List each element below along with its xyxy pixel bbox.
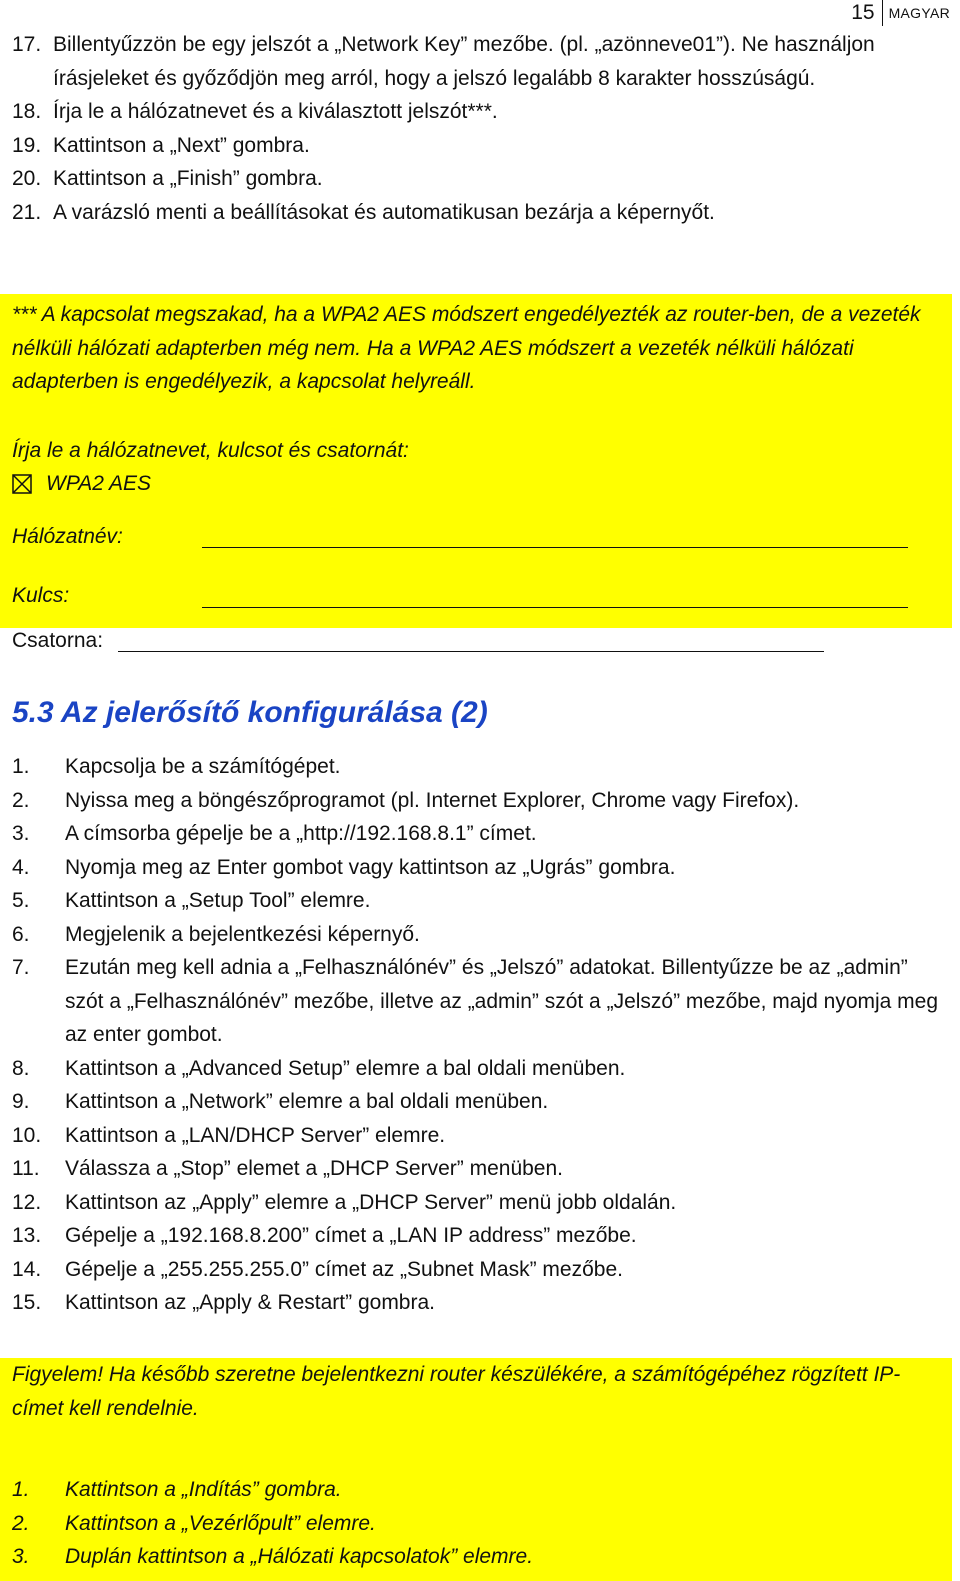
list-item — [12, 1085, 947, 1119]
step-number: 6. — [12, 922, 30, 946]
step-number: 3. — [12, 1545, 30, 1568]
step-number: 1. — [12, 1478, 30, 1501]
step-number: 4. — [12, 855, 30, 879]
key-blank — [202, 607, 908, 608]
list-item — [12, 1473, 942, 1507]
step-text: Duplán kattintson a „Hálózati kapcsolatok” elemre. — [65, 1545, 534, 1568]
step-number: 9. — [12, 1090, 30, 1113]
list-item — [12, 95, 947, 129]
step-number: 8. — [12, 1056, 30, 1080]
checkbox-label: WPA2 AES — [46, 472, 152, 495]
write-down-prompt: Írja le a hálózatnevet, kulcsot és csatornát: — [12, 439, 409, 462]
step-number: 7. — [12, 956, 30, 979]
step-text: Kattintson az „Apply” elemre a „DHCP Server” menü jobb oldalán. — [65, 1190, 677, 1214]
list-item — [12, 28, 947, 95]
network-name-blank — [202, 547, 908, 548]
list-item — [12, 1286, 947, 1320]
list-item — [12, 1052, 947, 1086]
list-item — [12, 750, 947, 784]
language-label: MAGYAR — [888, 5, 950, 21]
list-item — [12, 851, 947, 885]
step-text: Ezután meg kell adnia a „Felhasználónév” és „Jelszó” adatokat. Billentyűzze be az „admin” szót a „Felhasználónév” mezőbe, illetve az „admin” szót a „Jelszó” mezőbe, majd nyomja meg az enter gombot. — [65, 956, 939, 1046]
step-text: Kattintson a „Indítás” gombra. — [65, 1478, 342, 1501]
list-item — [12, 1119, 947, 1153]
key-label: Kulcs: — [12, 584, 70, 607]
step-number: 10. — [12, 1123, 42, 1147]
section-title: 5.3 Az jelerősítő konfigurálása (2) — [12, 696, 488, 729]
warning-step-list — [12, 1473, 942, 1574]
step-text: Nyomja meg az Enter gombot vagy kattintson az „Ugrás” gombra. — [65, 855, 676, 879]
step-text: Kattintson a „Network” elemre a bal oldali menüben. — [65, 1090, 549, 1113]
warning-box — [0, 1358, 952, 1581]
list-item — [12, 817, 947, 851]
step-text: A címsorba gépelje be a „http://192.168.8.1” címet. — [65, 822, 537, 845]
step-number: 18. — [12, 100, 42, 123]
step-number: 15. — [12, 1291, 42, 1314]
step-text: Gépelje a „192.168.8.200” címet a „LAN IP address” mezőbe. — [65, 1224, 637, 1247]
step-text: Kattintson a „Finish” gombra. — [53, 167, 323, 190]
page-number: 15 — [851, 0, 882, 26]
list-item — [12, 884, 947, 918]
page-header — [851, 0, 950, 26]
list-item — [12, 162, 947, 196]
list-item — [12, 918, 947, 952]
step-text: Billentyűzzön be egy jelszót a „Network Key” mezőbe. (pl. „azönneve01”). Ne használjon írásjeleket és győződjön meg arról, hogy a jelszó legalább 8 karakter hosszúságú. — [53, 33, 875, 90]
list-item — [12, 1507, 942, 1541]
checked-box-icon — [12, 474, 32, 494]
top-step-list — [12, 28, 947, 229]
step-number: 20. — [12, 167, 42, 190]
step-text: Kattintson a „Advanced Setup” elemre a bal oldali menüben. — [65, 1056, 626, 1080]
list-item — [12, 1540, 942, 1574]
channel-blank — [118, 651, 824, 652]
main-step-list — [12, 750, 947, 1320]
channel-label: Csatorna: — [12, 629, 104, 652]
step-number: 2. — [12, 788, 30, 812]
step-text: Kattintson a „Setup Tool” elemre. — [65, 889, 371, 912]
step-text: A varázsló menti a beállításokat és automatikusan bezárja a képernyőt. — [53, 200, 715, 224]
step-text: Kattintson a „LAN/DHCP Server” elemre. — [65, 1123, 446, 1147]
step-number: 2. — [12, 1511, 30, 1535]
step-text: Kapcsolja be a számítógépet. — [65, 755, 341, 778]
step-number: 14. — [12, 1257, 42, 1281]
step-number: 17. — [12, 33, 42, 56]
list-item — [12, 784, 947, 818]
list-item — [12, 951, 947, 1052]
list-item — [12, 129, 947, 163]
step-text: Írja le a hálózatnevet és a kiválasztott jelszót***. — [53, 100, 498, 123]
step-text: Gépelje a „255.255.255.0” címet az „Subnet Mask” mezőbe. — [65, 1257, 623, 1281]
step-text: Nyissa meg a böngészőprogramot (pl. Internet Explorer, Chrome vagy Firefox). — [65, 788, 800, 812]
step-number: 21. — [12, 200, 42, 224]
list-item — [12, 196, 947, 230]
step-text: Megjelenik a bejelentkezési képernyő. — [65, 922, 420, 946]
list-item — [12, 1152, 947, 1186]
step-text: Kattintson az „Apply & Restart” gombra. — [65, 1291, 435, 1314]
step-text: Válassza a „Stop” elemet a „DHCP Server” menüben. — [65, 1157, 563, 1180]
connection-note: *** A kapcsolat megszakad, ha a WPA2 AES módszert engedélyezték az router-ben, de a vezeték nélküli hálózati adapterben még nem. Ha a WPA2 AES módszert a vezeték nélküli hálózati adapterben is engedélyezik, a kapcsolat helyreáll. — [12, 303, 921, 393]
wpa2-option — [12, 467, 151, 501]
step-number: 5. — [12, 889, 30, 912]
step-number: 1. — [12, 755, 30, 778]
step-text: Kattintson a „Vezérlőpult” elemre. — [65, 1511, 376, 1535]
step-number: 12. — [12, 1190, 42, 1214]
step-number: 19. — [12, 133, 42, 157]
warning-note: Figyelem! Ha később szeretne bejelentkezni router készülékére, a számítógépéhez rögzített IP-címet kell rendelnie. — [12, 1363, 901, 1420]
step-number: 13. — [12, 1224, 42, 1247]
step-number: 11. — [12, 1157, 40, 1180]
list-item — [12, 1253, 947, 1287]
step-number: 3. — [12, 822, 30, 845]
network-name-label: Hálózatnév: — [12, 525, 123, 548]
list-item — [12, 1186, 947, 1220]
step-text: Kattintson a „Next” gombra. — [53, 133, 310, 157]
list-item — [12, 1219, 947, 1253]
